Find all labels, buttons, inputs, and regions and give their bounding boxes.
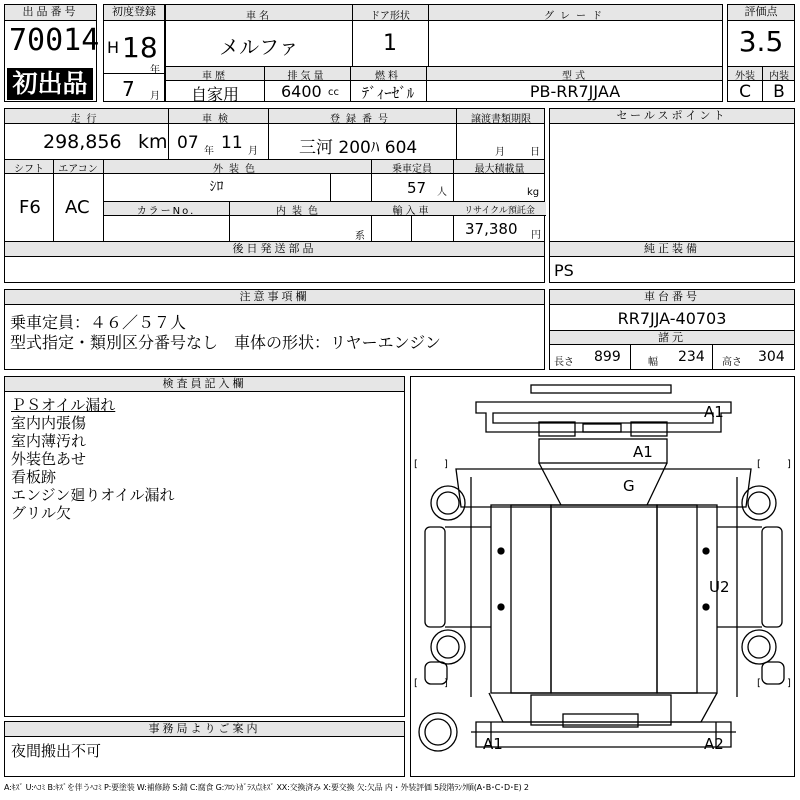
shift-label: シフト	[14, 164, 44, 175]
width-value: 234	[678, 349, 705, 365]
interior-color-suffix: 系	[355, 231, 365, 242]
equipment-value: PS	[554, 261, 574, 280]
inspector-item: 室内薄汚れ	[11, 432, 87, 450]
inspector-item: 室内内張傷	[11, 414, 87, 432]
office-value: 夜間搬出不可	[11, 742, 102, 760]
damage-mark: G	[623, 477, 635, 495]
recycle-value: 37,380	[465, 220, 518, 238]
lot-number: 70014	[9, 23, 100, 58]
interior-grade: B	[773, 82, 785, 102]
ac-value: AC	[65, 197, 90, 218]
vehicle-diagram	[410, 376, 795, 777]
bus-diagram-svg	[411, 377, 794, 776]
bracket-mark: [	[757, 459, 761, 470]
left-side-panel	[425, 527, 445, 627]
import-label: 輸入車	[392, 206, 432, 217]
inspection-month-unit: 月	[248, 146, 258, 157]
transfer-month-unit: 月	[495, 147, 505, 158]
damage-mark: A1	[633, 443, 653, 461]
color-label: 外装色	[213, 164, 261, 175]
door-label: ドア形状	[370, 11, 410, 22]
inspector-item: ＰＳオイル漏れ	[11, 396, 116, 414]
damage-mark: U2	[709, 578, 730, 596]
lot-label: 出品番号	[5, 5, 96, 21]
bracket-mark: [	[757, 678, 761, 689]
wheel-rear-left	[431, 630, 465, 664]
car-info-box	[165, 4, 723, 102]
reg-month: 7	[122, 77, 135, 101]
sales-points-label: セールスポイント	[550, 109, 794, 124]
chassis-value: RR7JJA-40703	[617, 309, 727, 328]
history-label: 車歴	[202, 71, 228, 82]
transfer-label: 譲渡書類期限	[471, 114, 531, 125]
recycle-unit: 円	[531, 230, 541, 241]
transfer-day-unit: 日	[530, 147, 540, 158]
inspector-item: エンジン廻りオイル漏れ	[11, 486, 175, 504]
parts-label: 後日発送部品	[5, 242, 544, 257]
plate-label: 登録番号	[330, 114, 394, 125]
damage-mark: A1	[704, 403, 724, 421]
specs-box	[4, 108, 545, 242]
inspector-label: 検査員記入欄	[5, 377, 404, 392]
registration-box	[103, 4, 165, 102]
first-listing-badge: 初出品	[7, 68, 93, 100]
reg-month-unit: 月	[150, 91, 160, 102]
score-box	[727, 4, 795, 102]
inspection-year: 07	[177, 133, 199, 153]
plate-value: 三河 200ﾊ 604	[299, 138, 418, 158]
score-label: 評価点	[728, 5, 794, 21]
load-unit: kg	[527, 187, 540, 198]
history-value: 自家用	[190, 85, 239, 104]
equipment-box	[549, 241, 795, 283]
front-bumper	[531, 385, 671, 393]
fuel-value: ﾃﾞｨｰｾﾞﾙ	[361, 84, 415, 102]
parts-box	[4, 241, 545, 283]
rear-section	[489, 693, 717, 722]
reg-era: H	[107, 38, 120, 57]
wheel-rear-right	[742, 630, 776, 664]
height-label: 高さ	[722, 357, 742, 368]
door-value: 1	[383, 31, 397, 56]
bracket-mark: ]	[787, 678, 791, 689]
exterior-grade: C	[739, 82, 751, 102]
width-label: 幅	[648, 357, 658, 368]
bracket-mark: ]	[444, 459, 448, 470]
reg-year-unit: 年	[150, 65, 160, 76]
exterior-label: 外装	[735, 71, 755, 82]
damage-mark: A1	[483, 735, 503, 753]
equipment-label: 純正装備	[550, 242, 794, 257]
inspection-year-unit: 年	[204, 146, 214, 157]
front-bumper-assembly	[476, 402, 731, 432]
reg-year: 18	[122, 31, 158, 64]
color-no-label: カラーNo.	[136, 206, 196, 217]
displacement-label: 排気量	[287, 71, 327, 82]
interior-color-label: 内装色	[276, 206, 324, 217]
inspector-item: 外装色あせ	[11, 450, 87, 468]
sales-points-box	[549, 108, 795, 242]
legend-text: A:ｷｽﾞ U:ﾍｺﾐ B:ｷｽﾞを伴うﾍｺﾐ P:要塗装 W:補修跡 S:錆 C:腐食 G:ﾌﾛﾝﾄｶﾞﾗｽ点ｷｽﾞ XX:交換済み X:要交換 欠:欠品 内・外装評価 5段階ﾗﾝｸ順(A･B･C･D･E) 2	[4, 783, 529, 792]
capacity-unit: 人	[437, 187, 447, 198]
length-value: 899	[594, 349, 621, 365]
bracket-mark: [	[414, 459, 418, 470]
fuel-label: 燃料	[375, 71, 401, 82]
damage-mark: A2	[704, 735, 724, 753]
car-name: メルファ	[219, 35, 299, 59]
right-side-panel	[762, 527, 782, 627]
notes-line-2: 型式指定・類別区分番号なし 車体の形状：リヤーエンジン	[10, 333, 441, 352]
interior-label: 内装	[769, 71, 789, 82]
bracket-mark: ]	[444, 678, 448, 689]
bracket-mark: ]	[787, 459, 791, 470]
rear-bumper	[476, 722, 731, 747]
lot-box	[4, 4, 100, 102]
notes-box	[4, 289, 545, 370]
notes-line-1: 乗車定員：４６／５７人	[10, 313, 187, 332]
length-label: 長さ	[554, 357, 574, 368]
shift-value: F6	[19, 197, 41, 218]
inspector-box	[4, 376, 405, 717]
mileage-value: 298,856	[43, 131, 122, 153]
mileage-unit: km	[138, 131, 168, 153]
body-roof	[491, 505, 717, 693]
displacement-value: 6400	[281, 82, 322, 101]
bracket-mark: [	[414, 678, 418, 689]
front-roof	[456, 469, 751, 507]
chassis-label: 車台番号	[550, 290, 794, 305]
notes-label: 注意事項欄	[5, 290, 544, 305]
capacity-value: 57	[407, 179, 427, 197]
inspection-month: 11	[221, 133, 243, 153]
color-value: ｼﾛ	[209, 179, 224, 195]
model-label: 型式	[562, 71, 588, 82]
dims-label: 諸元	[550, 331, 794, 345]
load-label: 最大積載量	[474, 164, 525, 175]
inspector-item: グリル欠	[11, 504, 72, 522]
reg-label: 初度登録	[104, 5, 164, 21]
ac-label: エアコン	[58, 164, 98, 175]
office-label: 事務局よりご案内	[5, 722, 404, 737]
score-value: 3.5	[738, 25, 784, 58]
name-label: 車名	[246, 11, 272, 22]
model-value: PB-RR7JJAA	[529, 82, 621, 101]
grade-label: グレード	[544, 11, 608, 22]
inspector-item: 看板跡	[11, 468, 57, 486]
recycle-label: リサイクル預託金	[464, 206, 535, 216]
inspection-label: 車検	[202, 114, 234, 125]
height-value: 304	[758, 349, 785, 365]
chassis-box	[549, 289, 795, 370]
office-box	[4, 721, 405, 777]
mileage-label: 走行	[70, 114, 103, 125]
displacement-unit: cc	[328, 87, 339, 98]
capacity-label: 乗車定員	[392, 164, 432, 175]
